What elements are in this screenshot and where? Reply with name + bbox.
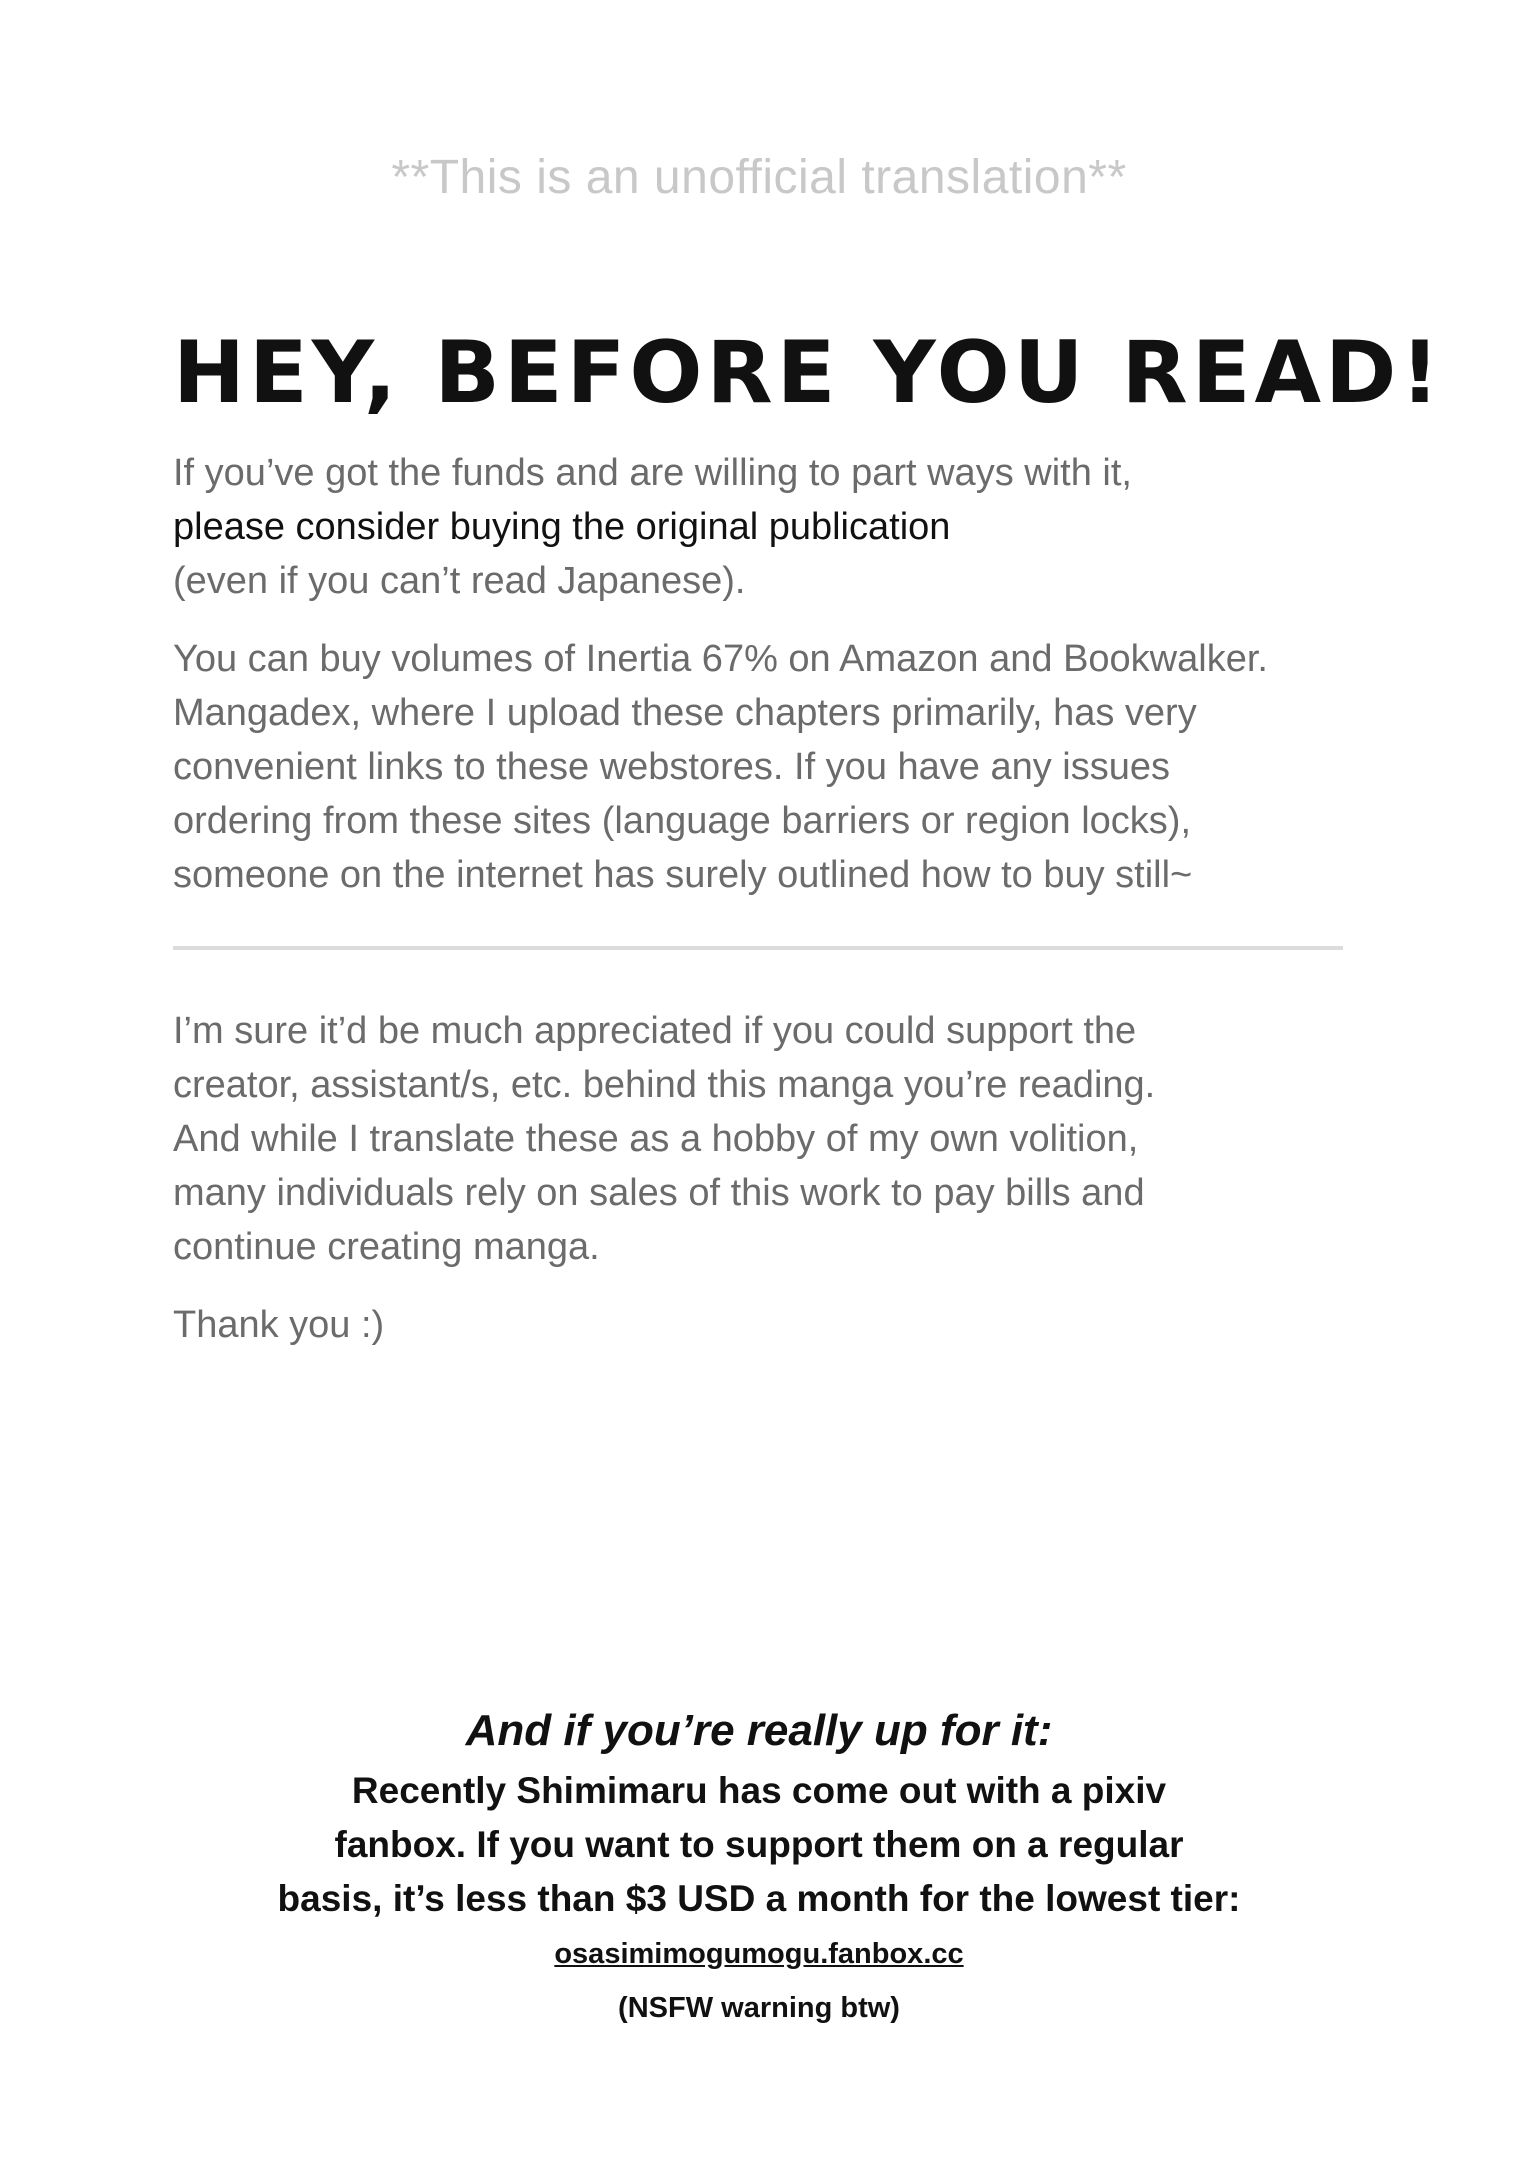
support-line: I’m sure it’d be much appreciated if you could support the	[173, 1010, 1137, 1052]
support-line: creator, assistant/s, etc. behind this manga you’re reading.	[173, 1064, 1156, 1106]
support-line: And while I translate these as a hobby of my own volition,	[173, 1118, 1139, 1160]
stores-line: Mangadex, where I upload these chapters primarily, has very	[173, 692, 1197, 734]
support-line: continue creating manga.	[173, 1226, 600, 1268]
intro-paragraph	[173, 446, 1343, 608]
thank-you-text: Thank you :)	[173, 1304, 385, 1346]
nsfw-warning-note: (NSFW warning btw)	[618, 1992, 900, 2024]
stores-line: convenient links to these webstores. If you have any issues	[173, 746, 1170, 788]
section-divider	[173, 946, 1343, 950]
intro-line-3: (even if you can’t read Japanese).	[173, 560, 746, 602]
fanbox-paragraph	[0, 1764, 1518, 1926]
unofficial-translation-disclaimer: **This is an unofficial translation**	[391, 151, 1127, 204]
stores-line: ordering from these sites (language barriers or region locks),	[173, 800, 1192, 842]
fanbox-link[interactable]: osasimimogumogu.fanbox.cc	[554, 1938, 964, 1970]
page-heading: HEY, BEFORE YOU READ!	[173, 323, 1444, 423]
support-line: many individuals rely on sales of this work to pay bills and	[173, 1172, 1145, 1214]
fanbox-line: Recently Shimimaru has come out with a pixiv	[351, 1770, 1167, 1811]
stores-line: You can buy volumes of Inertia 67% on Amazon and Bookwalker.	[173, 638, 1268, 680]
fanbox-line: fanbox. If you want to support them on a regular	[334, 1824, 1184, 1865]
footer-heading: And if you’re really up for it:	[465, 1706, 1053, 1755]
intro-line-1: If you’ve got the funds and are willing to part ways with it,	[173, 452, 1132, 494]
fanbox-line: basis, it’s less than $3 USD a month for the lowest tier:	[277, 1878, 1241, 1919]
support-paragraph	[173, 1004, 1343, 1274]
intro-line-2-emphasis: please consider buying the original publication	[173, 506, 951, 548]
stores-line: someone on the internet has surely outlined how to buy still~	[173, 854, 1193, 896]
stores-paragraph	[173, 632, 1343, 902]
